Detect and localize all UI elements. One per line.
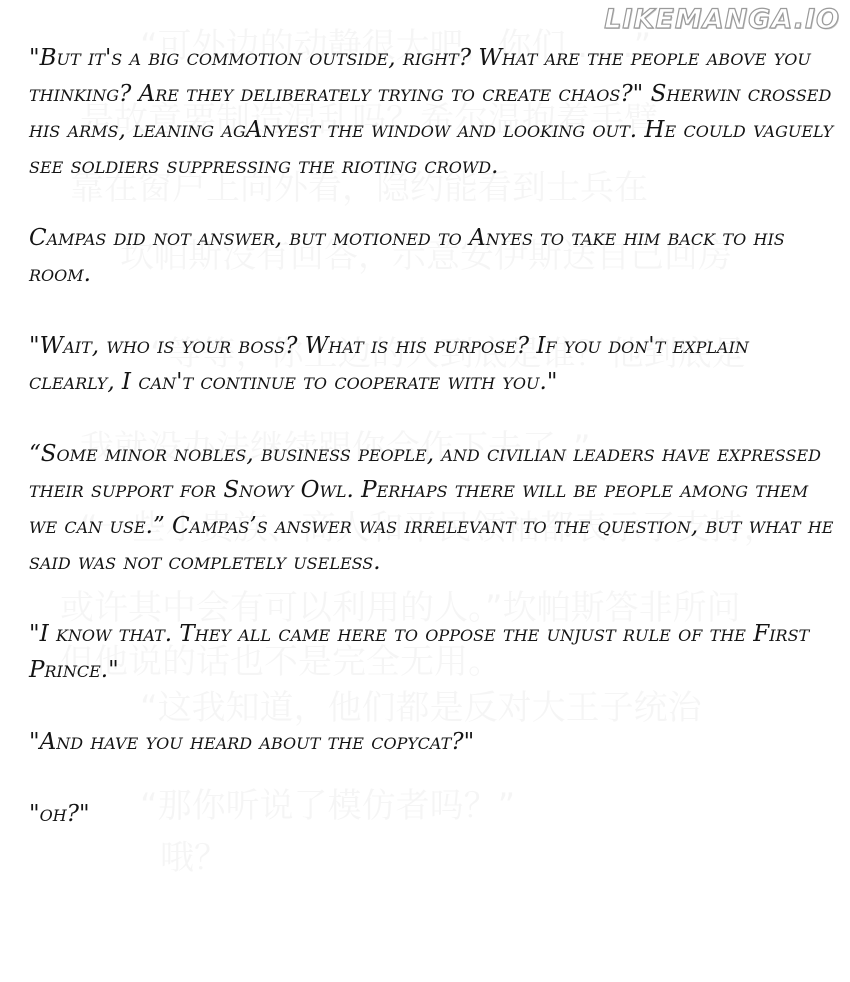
paragraph: Campas did not answer, but motioned to Anyes to take him back to his room. [29,225,785,287]
paragraph: "oh?" [29,801,90,827]
paragraph: "But it's a big commotion outside, right? What are the people above you thinking? Are they deliberately trying to create chaos?" Sherwin crossed his arms, leaning agAnyest the window and looking out. He could vaguely see soldiers suppressing the rioting crowd. [29,45,834,179]
paragraph: “Some minor nobles, business people, and civilian leaders have expressed their support for Snowy Owl. Perhaps there will be people among them we can use.” Campas’s answer was irrelevant to the question, but what he said was not completely useless. [29,441,834,575]
paragraph: "I know that. They all came here to oppose the unjust rule of the First Prince." [29,621,810,683]
story-text [29,40,834,868]
site-watermark: LIKEMANGA.IO [604,4,840,35]
paragraph: "Wait, who is your boss? What is his purpose? If you don't explain clearly, I can't continue to cooperate with you." [29,333,749,395]
paragraph: "And have you heard about the copycat?" [29,729,475,755]
